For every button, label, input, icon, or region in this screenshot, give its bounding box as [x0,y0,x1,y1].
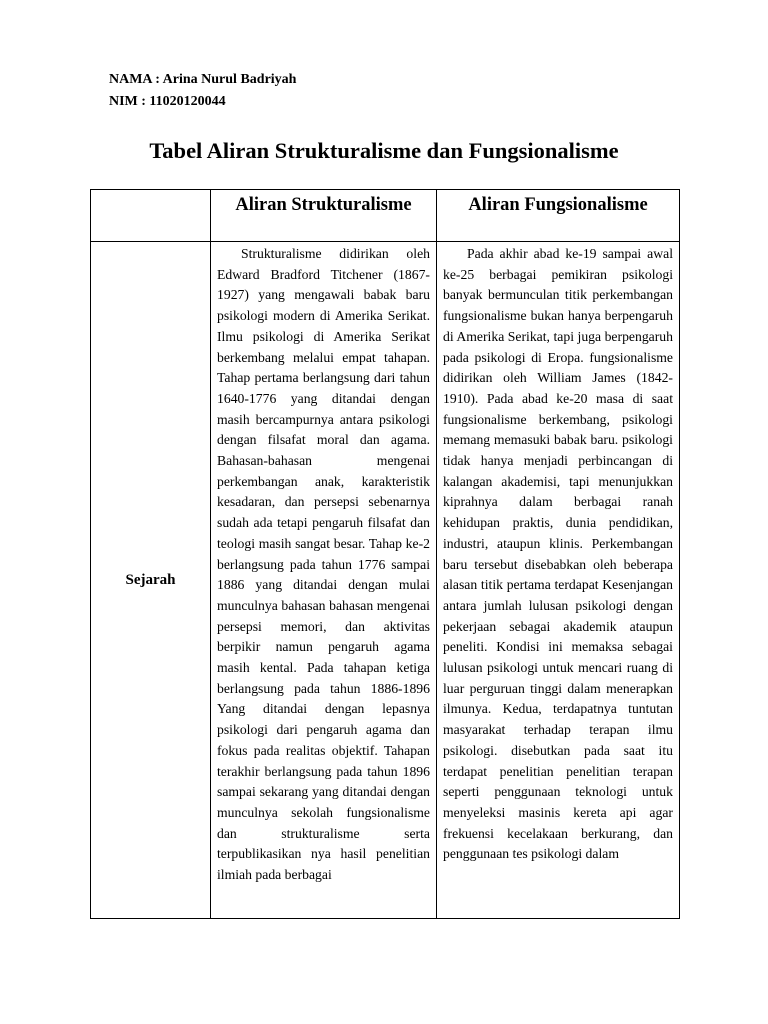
cell-fungsionalisme-sejarah [437,242,680,919]
document-title: Tabel Aliran Strukturalisme dan Fungsionalisme [149,138,619,163]
header-empty-cell [91,190,211,242]
header-fungsionalisme: Aliran Fungsionalisme [437,190,680,242]
fungsionalisme-text: Pada akhir abad ke-19 sampai awal ke-25 berbagai pemikiran psikologi banyak bermunculan titik perkembangan fungsionalisme bukan hanya berpengaruh di Amerika Serikat, tapi juga berpengaruh pada psikologi di Eropa. fungsionalisme didirikan oleh William James (1842-1910). Pada abad ke-20 masa di saat fungsionalisme berkembang, psikologi memang memasuki babak baru. psikologi tidak hanya menjadi perbincangan di kalangan akademisi, tapi menunjukkan kiprahnya dalam berbagai ranah kehidupan praktis, dunia pendidikan, industri, ataupun klinis. Perkembangan baru tersebut disebabkan oleh beberapa alasan titik pertama terdapat Kesenjangan antara jumlah lulusan psikologi dengan pekerjaan sebagai akademik ataupun peneliti. Kondisi ini memaksa sebagai lulusan psikologi untuk mencari ruang di luar perguruan tinggi dalam menerapkan ilmunya. Kedua, terdapatnya tuntutan masyarakat terhadap terapan ilmu psikologi. disebutkan pada saat itu terdapat penelitian penelitian terapan seperti penggunaan teknologi untuk menyeleksi masinis kereta api agar frekuensi kecelakaan berkurang, dan penggunaan tes psikologi dalam [443,246,673,862]
header-strukturalisme: Aliran Strukturalisme [211,190,437,242]
table-header-row [91,190,680,242]
comparison-table [90,189,680,919]
cell-strukturalisme-sejarah [211,242,437,919]
row-label-sejarah: Sejarah [91,242,211,919]
strukturalisme-text: Strukturalisme didirikan oleh Edward Bradford Titchener (1867-1927) yang mengawali babak baru psikologi modern di Amerika Serikat. Ilmu psikologi di Amerika Serikat berkembang melalui empat tahapan. Tahap pertama berlangsung dari tahun 1640-1776 yang ditandai dengan masih bercampurnya antara psikologi dengan filsafat moral dan agama. Bahasan-bahasan mengenai perkembangan anak, karakteristik kesadaran, dan persepsi sebenarnya sudah ada tetapi pengaruh filsafat dan teologi masih sangat besar. Tahap ke-2 berlangsung pada tahun 1776 sampai 1886 yang ditandai dengan mulai munculnya bahasan bahasan mengenai persepsi memori, dan aktivitas berpikir namun pengaruh agama masih kental. Pada tahapan ketiga berlangsung pada tahun 1886-1896 Yang ditandai dengan lepasnya psikologi dari pengaruh agama dan fokus pada realitas objektif. Tahapan terakhir berlangsung pada tahun 1896 sampai sekarang yang ditandai dengan munculnya sekolah fungsionalisme dan strukturalisme serta terpublikasikan nya hasil penelitian ilmiah pada berbagai [217,246,430,883]
student-name: NAMA : Arina Nurul Badriyah [109,72,297,87]
table-row [91,242,680,919]
student-nim: NIM : 11020120044 [109,94,226,109]
